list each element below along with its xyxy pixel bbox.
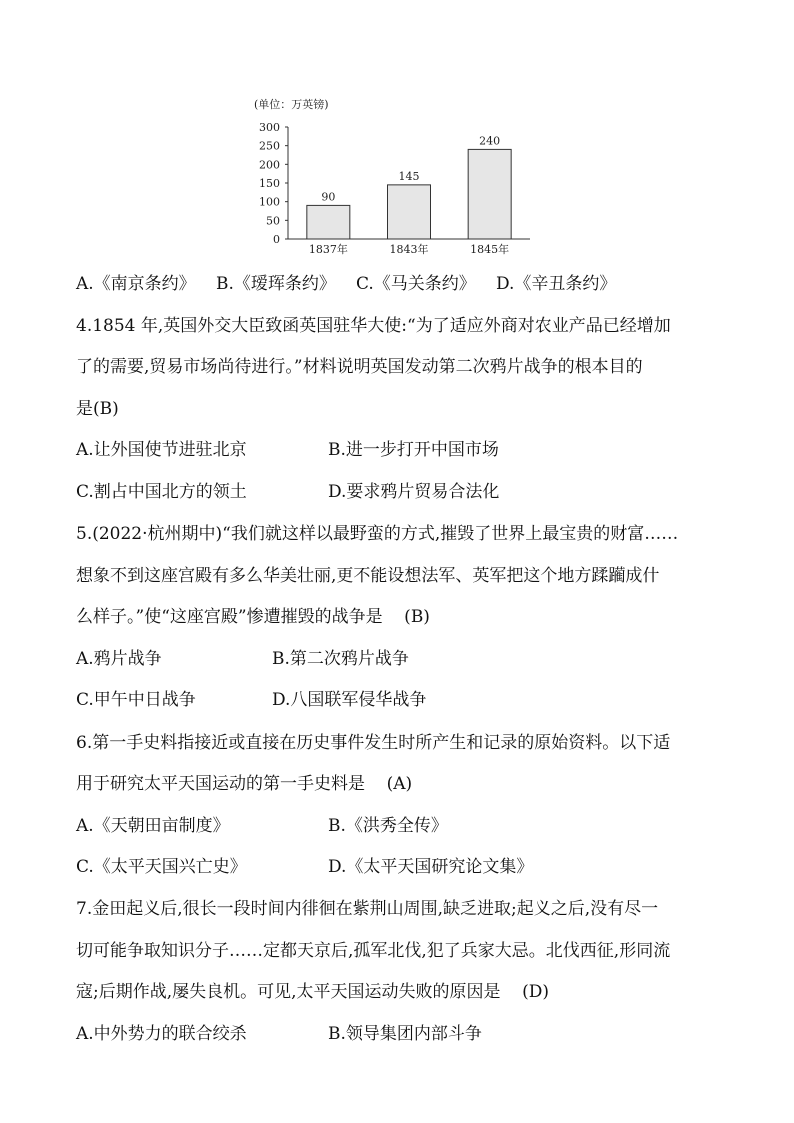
q6-option-b[interactable]: B.《洪秀全传》 bbox=[328, 816, 448, 836]
q3-option-c[interactable]: C.《马关条约》 bbox=[356, 274, 476, 294]
q5-option-d[interactable]: D.八国联军侵华战争 bbox=[272, 690, 427, 710]
q7-stem-line-3: 寇;后期作战,屡失良机。可见,太平天国运动失败的原因是 (D) bbox=[76, 982, 550, 1002]
x-tick-label: 1837年 bbox=[308, 243, 348, 256]
q3-option-d[interactable]: D.《辛丑条约》 bbox=[496, 274, 617, 294]
q4-option-a[interactable]: A.让外国使节进驻北京 bbox=[76, 440, 247, 460]
q4-stem-line-3: 是(B) bbox=[76, 399, 119, 419]
q5-option-c[interactable]: C.甲午中日战争 bbox=[76, 690, 196, 710]
q6-stem-line-2: 用于研究太平天国运动的第一手史料是 (A) bbox=[76, 774, 413, 794]
bar-chart bbox=[240, 92, 540, 262]
q4-stem-line-2: 了的需要,贸易市场尚待进行。”材料说明英国发动第二次鸦片战争的根本目的 bbox=[76, 357, 643, 377]
q4-option-d[interactable]: D.要求鸦片贸易合法化 bbox=[328, 482, 500, 502]
y-tick-label: 300 bbox=[259, 121, 280, 134]
q7-option-a[interactable]: A.中外势力的联合绞杀 bbox=[76, 1024, 247, 1044]
q3-option-a[interactable]: A.《南京条约》 bbox=[76, 274, 196, 294]
q5-option-a[interactable]: A.鸦片战争 bbox=[76, 649, 162, 669]
bar-1837年 bbox=[307, 205, 350, 239]
bar-1843年 bbox=[388, 185, 431, 239]
y-tick-label: 100 bbox=[259, 195, 280, 209]
q6-stem-line-1: 6.第一手史料指接近或直接在历史事件发生时所产生和记录的原始资料。以下适 bbox=[76, 733, 671, 753]
q5-stem-line-2: 想象不到这座宫殿有多么华美壮丽,更不能设想法军、英军把这个地方蹂躏成什 bbox=[76, 566, 660, 586]
q6-option-d[interactable]: D.《太平天国研究论文集》 bbox=[328, 857, 534, 877]
x-tick-label: 1843年 bbox=[389, 243, 429, 256]
q3-option-b[interactable]: B.《瑷珲条约》 bbox=[216, 274, 336, 294]
bar-1845年 bbox=[468, 149, 511, 239]
x-tick-label: 1845年 bbox=[470, 243, 510, 256]
q5-stem-line-1: 5.(2022·杭州期中)“我们就这样以最野蛮的方式,摧毁了世界上最宝贵的财富…… bbox=[76, 524, 679, 544]
q4-option-b[interactable]: B.进一步打开中国市场 bbox=[328, 440, 499, 460]
q4-option-c[interactable]: C.割占中国北方的领土 bbox=[76, 482, 247, 502]
q6-option-a[interactable]: A.《天朝田亩制度》 bbox=[76, 816, 230, 836]
y-tick-label: 150 bbox=[259, 177, 280, 190]
q7-option-b[interactable]: B.领导集团内部斗争 bbox=[328, 1024, 482, 1044]
bar-data-label: 90 bbox=[321, 190, 336, 204]
bar-data-label: 240 bbox=[479, 134, 501, 148]
q6-option-c[interactable]: C.《太平天国兴亡史》 bbox=[76, 857, 247, 877]
q7-stem-line-1: 7.金田起义后,很长一段时间内徘徊在紫荆山周围,缺乏进取;起义之后,没有尽一 bbox=[76, 899, 659, 919]
y-tick-label: 0 bbox=[273, 233, 280, 246]
q5-option-b[interactable]: B.第二次鸦片战争 bbox=[272, 649, 409, 669]
q4-stem-line-1: 4.1854 年,英国外交大臣致函英国驻华大使:“为了适应外商对农业产品已经增加 bbox=[76, 316, 671, 336]
y-tick-label: 200 bbox=[259, 158, 280, 172]
q7-stem-line-2: 切可能争取知识分子……定都天京后,孤军北伐,犯了兵家大忌。北伐西征,形同流 bbox=[76, 941, 671, 961]
chart-unit-label: (单位：万英镑) bbox=[254, 98, 329, 111]
y-tick-label: 50 bbox=[266, 214, 280, 228]
y-tick-label: 250 bbox=[259, 139, 280, 153]
bar-data-label: 145 bbox=[398, 169, 420, 183]
q5-stem-line-3: 么样子。”使“这座宫殿”惨遭摧毁的战争是 (B) bbox=[76, 607, 430, 627]
